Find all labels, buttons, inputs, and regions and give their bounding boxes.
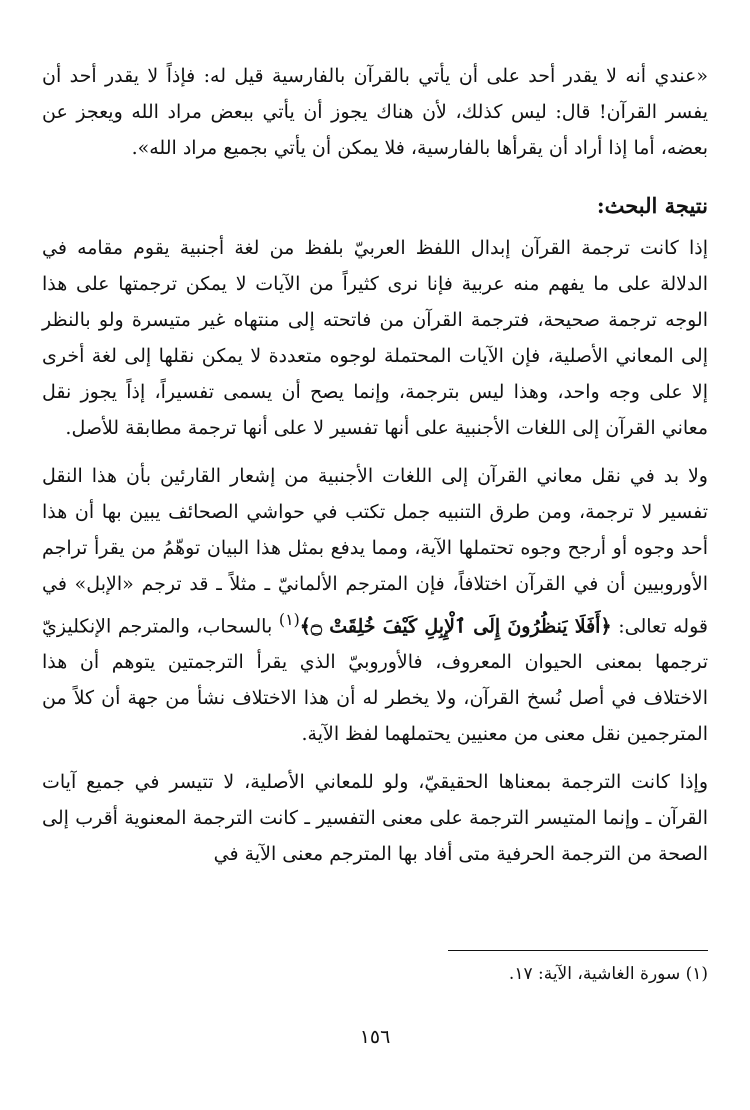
paragraph-3: وإذا كانت الترجمة بمعناها الحقيقيّ، ولو للمعاني الأصلية، لا تتيسر في جميع آيات القرآن ـ وإنما المتيسر الترجمة على معنى التفسير ـ كانت الترجمة المعنوية أقرب إلى الصحة من الترجمة الحرفية متى أفاد بها المترجم معنى الآية في [42,771,708,866]
footnote: (١) سورة الغاشية، الآية: ١٧. [508,964,708,984]
footnote-reference: (١) [278,610,300,629]
paragraph-2-before: ولا بد في نقل معاني القرآن إلى اللغات الأجنبية من إشعار القارئين بأن هذا النقل تفسير لا ترجمة، ومن طرق التنبيه جمل تكتب في حواشي الصحائف يبين بها أن هذا أحد وجوه أو أرجح وجوه تحتملها الآية، ومما يدفع بمثل هذا البيان توهّمُ من يقرأ تراجم الأوروبيين أن في القرآن اختلافاً، فإن المترجم الألمانيّ ـ مثلاً ـ قد ترجم «الإبل» في قوله تعالى: [42,465,708,638]
page-body [42,58,708,872]
page-number: ١٥٦ [359,1026,391,1048]
quran-verse: ﴿أَفَلَا يَنظُرُونَ إِلَى ٱلْإِبِلِ كَيْفَ خُلِقَتْ ۝﴾ [299,615,612,638]
paragraph-1: إذا كانت ترجمة القرآن إبدال اللفظ العربيّ بلفظ من لغة أجنبية يقوم مقامه في الدلالة على ما يفهم منه عربية فإنا نرى كثيراً من الآيات لا يمكن ترجمتها على هذا الوجه ترجمة صحيحة، فترجمة القرآن من فاتحته إلى منتهاه غير متيسرة ولو بالنظر إلى المعاني الأصلية، فإن الآيات المحتملة لوجوه متعددة لا يمكن نقلها إلى لغة أخرى إلا على وجه واحد، وهذا ليس بترجمة، وإنما يصح أن يسمى تفسيراً، إذاً يجوز نقل معاني القرآن إلى اللغات الأجنبية على أنها تفسير لا على أنها ترجمة مطابقة للأصل. [42,237,708,439]
paragraph-2-after: بالسحاب، والمترجم الإنكليزيّ ترجمها بمعنى الحيوان المعروف، فالأوروبيّ الذي يقرأ الترجمتين يتوهم أن هذا الاختلاف في أصل نُسخ القرآن، ولا يخطر له أن هذا الاختلاف نشأ من جهة أن كلاً من المترجمين نقل معنى من معنيين يحتملهما لفظ الآية. [42,615,708,746]
section-heading: نتيجة البحث: [596,193,708,218]
quote-paragraph: «عندي أنه لا يقدر أحد على أن يأتي بالقرآن بالفارسية قيل له: فإذاً لا يقدر أحد أن يفسر القرآن! قال: ليس كذلك، لأن هناك يجوز أن يأتي ببعض مراد الله ويعجز عن بعضه، أما إذا أراد أن يقرأها بالفارسية، فلا يمكن أن يأتي بجميع مراد الله». [42,65,708,159]
paragraph-2 [42,458,708,752]
footnote-divider [448,950,708,951]
